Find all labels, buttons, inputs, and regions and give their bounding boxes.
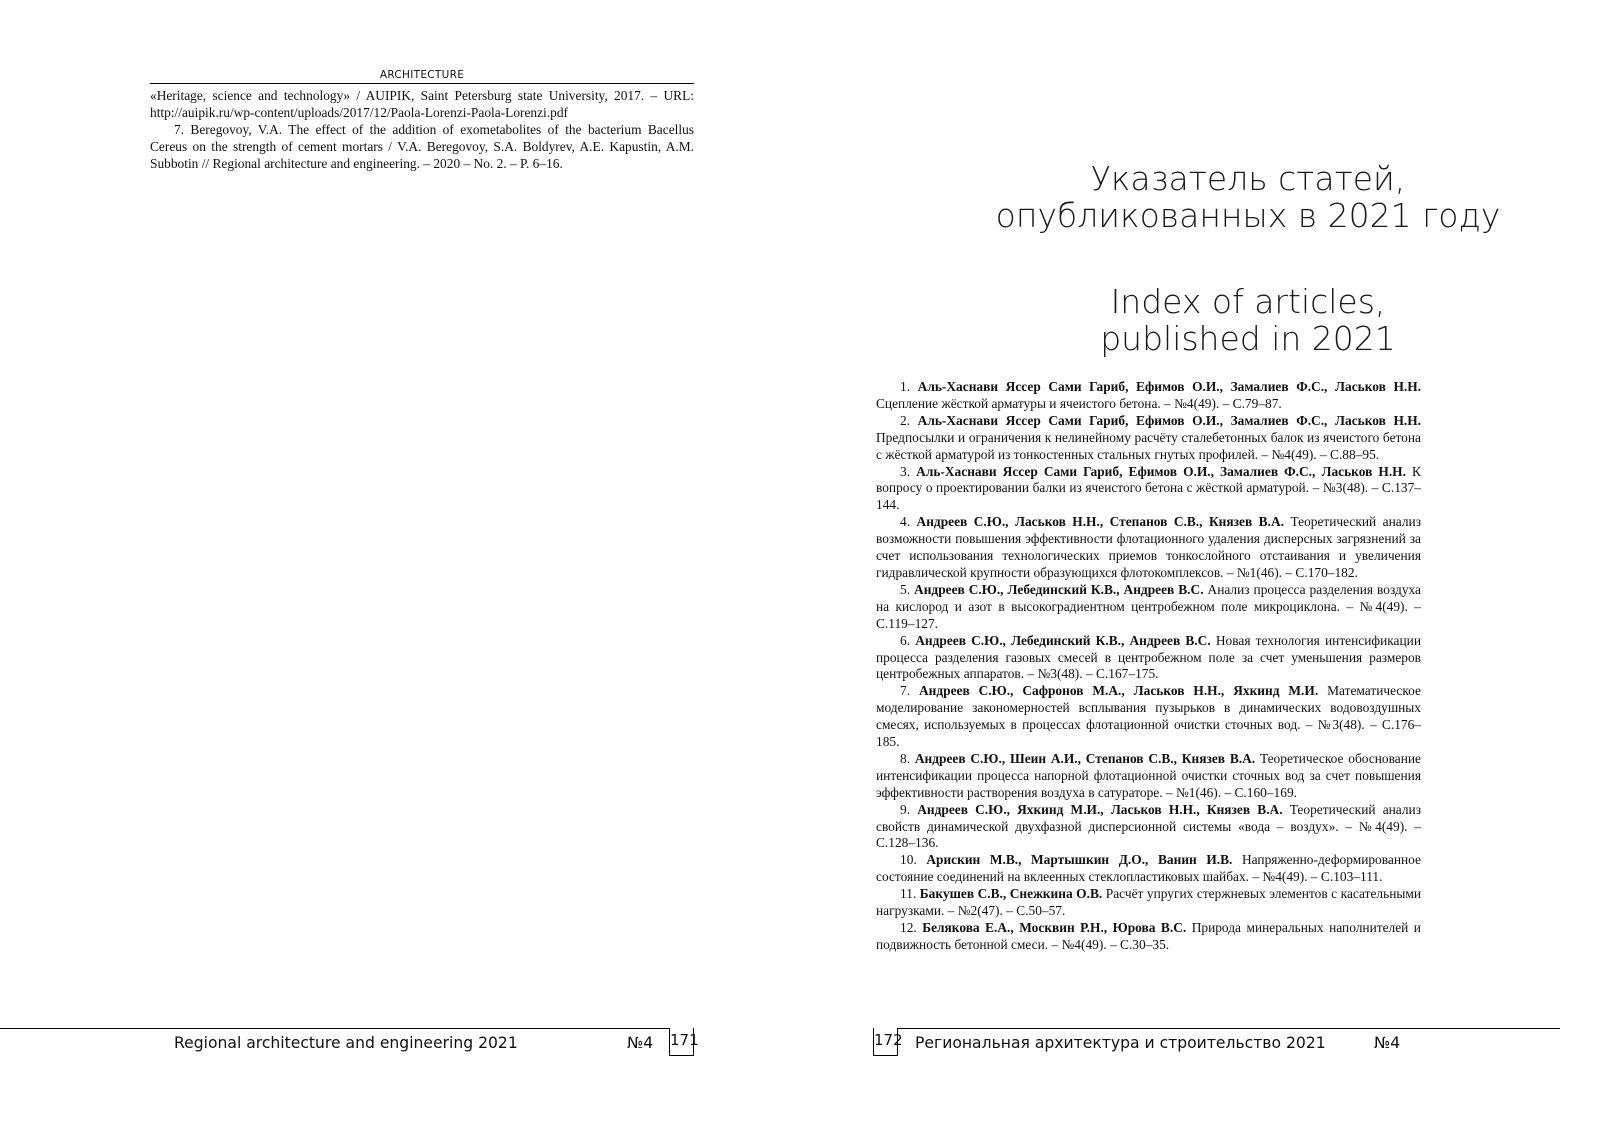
running-head: ARCHITECTURE [150, 69, 694, 84]
title-en-line-1: Index of articles, [1110, 282, 1386, 321]
index-entry [876, 802, 1421, 853]
entry-text: Природа минеральных наполнителей и подвижность бетонной смеси. – №4(49). – С.30–35. [876, 920, 1421, 952]
footer-journal-title: Региональная архитектура и строительство 2021 [915, 1034, 1326, 1052]
entry-number: 5. [900, 581, 911, 597]
entry-authors: Бакушев С.В., Снежкина О.В. [919, 886, 1103, 902]
entry-text: Новая технология интенсификации процесса разделения газовых смесей в центробежном поле за счет уменьшения размеров центробежных аппаратов. – №3(48). – С.167–175. [876, 632, 1421, 682]
title-en-line-2: published in 2021 [1100, 319, 1396, 358]
entry-authors: Аль-Хаснави Яссер Сами Гариб, Ефимов О.И., Замалиев Ф.С., Ласьков Н.Н. [917, 379, 1421, 394]
entry-number: 9. [900, 801, 911, 817]
index-entry [876, 633, 1421, 684]
title-ru-line-1: Указатель статей, [1090, 159, 1406, 198]
page-number: 171 [669, 1028, 694, 1056]
entry-number: 11. [900, 886, 917, 902]
footer-rule [0, 1028, 670, 1029]
entry-authors: Андреев С.Ю., Сафронов М.А., Ласьков Н.Н., Яхкинд М.И. [918, 683, 1319, 699]
entry-number: 7. [900, 683, 911, 699]
article-index-list [876, 379, 1421, 954]
entry-text: Теоретическое обоснование интенсификации процесса напорной флотационной очистки сточных вод за счет повышения эффективности растворения воздуха в сатураторе. – №1(46). – С.160–169. [876, 750, 1421, 800]
entry-text: К вопросу о проектировании балки из ячеистого бетона с жёсткой арматурой. – №3(48). – С.137–144. [876, 463, 1421, 513]
entry-text: Сцепление жёсткой арматуры и ячеистого бетона. – №4(49). – С.79–87. [876, 395, 1282, 411]
entry-text: Напряженно-деформированное состояние соединений на вклеенных стеклопластиковых шайбах. – №4(49). – С.103–111. [876, 852, 1421, 885]
footer-rule [898, 1028, 1560, 1029]
entry-number: 4. [900, 514, 911, 530]
footer-journal-title: Regional architecture and engineering 2021 [174, 1034, 518, 1052]
entry-authors: Белякова Е.А., Москвин Р.Н., Юрова В.С. [922, 920, 1187, 935]
index-titles [920, 160, 1576, 357]
entry-authors: Андреев С.Ю., Ласьков Н.Н., Степанов С.В., Князев В.А. [916, 514, 1284, 530]
entry-authors: Андреев С.Ю., Лебединский К.В., Андреев В.С. [915, 632, 1211, 648]
index-entry [876, 413, 1421, 464]
index-entry [876, 683, 1421, 751]
page-number: 172 [873, 1028, 898, 1056]
entry-text: Анализ процесса разделения воздуха на кислород и азот в высокоградиентном центробежном поле микроциклона. – №4(49). – С.119–127. [876, 581, 1421, 631]
entry-text: Теоретический анализ свойств динамической двухфазной дисперсионной системы «вода – воздух». – №4(49). – С.128–136. [876, 801, 1422, 851]
footer-issue-number: №4 [627, 1034, 654, 1052]
index-entry [876, 582, 1421, 633]
entry-text: Предпосылки и ограничения к нелинейному расчёту сталебетонных балок из ячеистого бетона с жёсткой арматурой из тонкостенных стальных гнутых профилей. – №4(49). – С.88–95. [876, 429, 1421, 462]
entry-text: Теоретический анализ возможности повышения эффективности флотационного удаления дисперсных загрязнений за счет использования технологических приемов тонкослойного отстаивания и увеличения гидравлической крупности образующихся флотокомплексов. – №1(46). – С.170–182. [876, 514, 1421, 580]
index-entry [876, 464, 1421, 515]
entry-number: 2. [900, 412, 911, 428]
index-entry [876, 751, 1421, 802]
entry-authors: Арискин М.В., Мартышкин Д.О., Ванин И.В. [926, 852, 1233, 868]
reference-list [150, 87, 694, 172]
title-ru-line-2: опубликованных в 2021 году [995, 196, 1501, 235]
entry-number: 10. [900, 852, 917, 868]
entry-number: 12. [900, 920, 917, 935]
entry-authors: Аль-Хаснави Яссер Сами Гариб, Ефимов О.И., Замалиев Ф.С., Ласьков Н.Н. [917, 412, 1421, 428]
footer-issue-number: №4 [1374, 1034, 1401, 1052]
entry-authors: Андреев С.Ю., Шеин А.И., Степанов С.В., Князев В.А. [914, 750, 1256, 766]
entry-number: 8. [900, 750, 911, 766]
entry-number: 6. [900, 632, 911, 648]
entry-text: Расчёт упругих стержневых элементов с касательными нагрузками. – №2(47). – С.50–57. [876, 886, 1421, 919]
index-entry [876, 920, 1421, 954]
entry-number: 1. [900, 379, 911, 394]
entry-number: 3. [900, 463, 911, 479]
entry-authors: Аль-Хаснави Яссер Сами Гариб, Ефимов О.И., Замалиев Ф.С., Ласьков Н.Н. [916, 463, 1406, 479]
entry-authors: Андреев С.Ю., Яхкинд М.И., Ласьков Н.Н., Князев В.А. [917, 801, 1283, 817]
reference-item: «Heritage, science and technology» / AUIPIK, Saint Petersburg state University, 2017. – URL: http://auipik.ru/wp-content/uploads/2017/12/Paola-Lorenzi-Paola-Lorenzi.pdf [150, 88, 694, 121]
index-entry [876, 514, 1421, 582]
reference-item: 7. Beregovoy, V.A. The effect of the addition of exometabolites of the bacterium Bacellus Cereus on the strength of cement mortars / V.A. Beregovoy, S.A. Boldyrev, A.E. Kapustin, A.M. Subbotin // Regional architecture and engineering. – 2020 – No. 2. – P. 6–16. [150, 122, 694, 172]
entry-text: Математическое моделирование закономерностей всплывания пузырьков в динамических водовоздушных смесях, используемых в процессах флотационной очистки сточных вод. – №3(48). – С.176–185. [876, 683, 1421, 750]
index-entry [876, 886, 1421, 920]
entry-authors: Андреев С.Ю., Лебединский К.В., Андреев В.С. [914, 581, 1204, 597]
index-entry [876, 379, 1421, 413]
index-entry [876, 852, 1421, 886]
right-page [800, 0, 1600, 1132]
